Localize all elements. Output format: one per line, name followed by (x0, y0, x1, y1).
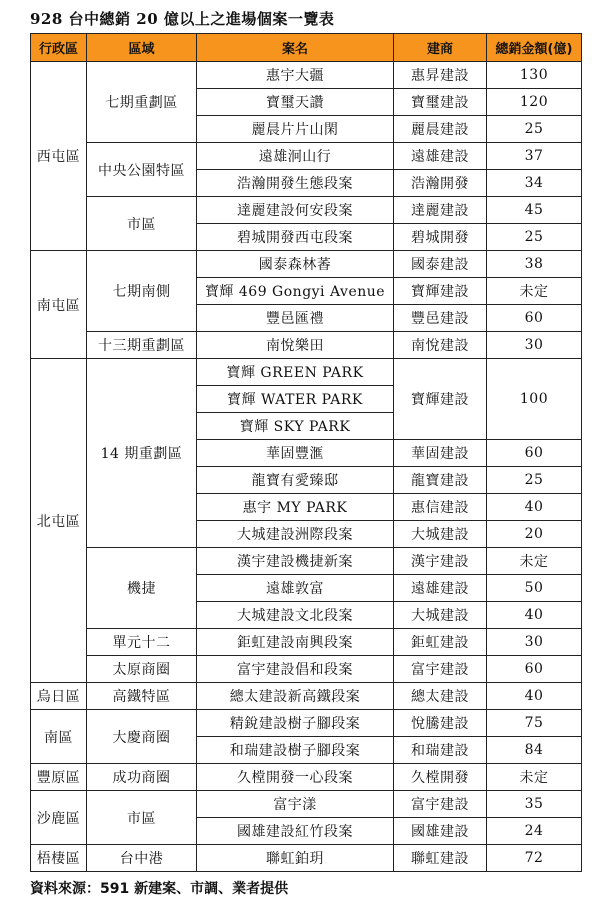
area-cell: 成功商圈 (87, 764, 197, 791)
page-title: 928 台中總銷 20 億以上之進場個案一覽表 (30, 10, 335, 28)
header-area: 區域 (87, 34, 197, 62)
district-cell: 北屯區 (31, 359, 87, 683)
builder-cell: 達麗建設 (394, 197, 487, 224)
project-name-cell: 久樘開發一心段案 (197, 764, 394, 791)
project-name-cell: 國雄建設紅竹段案 (197, 818, 394, 845)
builder-cell: 豐邑建設 (394, 305, 487, 332)
table-body (31, 62, 582, 872)
builder-cell: 惠信建設 (394, 494, 487, 521)
total-sales-cell: 未定 (487, 764, 582, 791)
builder-cell: 浩瀚開發 (394, 170, 487, 197)
total-sales-cell: 60 (487, 440, 582, 467)
total-sales-cell: 120 (487, 89, 582, 116)
builder-cell: 遠雄建設 (394, 143, 487, 170)
total-sales-cell: 40 (487, 683, 582, 710)
project-name-cell: 寶輝 WATER PARK (197, 386, 394, 413)
project-name-cell: 國泰森林萫 (197, 251, 394, 278)
header-district: 行政區 (31, 34, 87, 62)
total-sales-cell: 35 (487, 791, 582, 818)
project-name-cell: 大城建設文北段案 (197, 602, 394, 629)
area-cell: 台中港 (87, 845, 197, 872)
builder-cell: 惠昇建設 (394, 62, 487, 89)
project-name-cell: 豐邑匯禮 (197, 305, 394, 332)
builder-cell: 遠雄建設 (394, 575, 487, 602)
project-name-cell: 南悅樂田 (197, 332, 394, 359)
builder-cell: 龍寶建設 (394, 467, 487, 494)
builder-cell: 大城建設 (394, 521, 487, 548)
total-sales-cell: 30 (487, 629, 582, 656)
table-row (31, 359, 582, 386)
district-cell: 烏日區 (31, 683, 87, 710)
builder-cell: 大城建設 (394, 602, 487, 629)
table-row (31, 548, 582, 575)
builder-cell: 悅騰建設 (394, 710, 487, 737)
total-sales-cell: 40 (487, 602, 582, 629)
area-cell: 高鐵特區 (87, 683, 197, 710)
builder-cell: 富宇建設 (394, 656, 487, 683)
header-project-name: 案名 (197, 34, 394, 62)
district-cell: 西屯區 (31, 62, 87, 251)
project-name-cell: 達麗建設何安段案 (197, 197, 394, 224)
district-cell: 南區 (31, 710, 87, 764)
project-name-cell: 鉅虹建設南興段案 (197, 629, 394, 656)
total-sales-cell: 60 (487, 656, 582, 683)
total-sales-cell: 25 (487, 116, 582, 143)
builder-cell: 國泰建設 (394, 251, 487, 278)
table-row (31, 62, 582, 89)
total-sales-cell: 20 (487, 521, 582, 548)
project-name-cell: 麗晨片片山閑 (197, 116, 394, 143)
total-sales-cell: 37 (487, 143, 582, 170)
total-sales-cell: 84 (487, 737, 582, 764)
project-name-cell: 龍寶有愛臻邸 (197, 467, 394, 494)
builder-cell: 華固建設 (394, 440, 487, 467)
area-cell: 市區 (87, 791, 197, 845)
table-header-row (31, 34, 582, 62)
area-cell: 14 期重劃區 (87, 359, 197, 548)
table-row (31, 143, 582, 170)
builder-cell: 鉅虹建設 (394, 629, 487, 656)
project-name-cell: 精銳建設樹子腳段案 (197, 710, 394, 737)
district-cell: 沙鹿區 (31, 791, 87, 845)
table-row (31, 197, 582, 224)
area-cell: 中央公園特區 (87, 143, 197, 197)
builder-cell: 久樘開發 (394, 764, 487, 791)
table-row (31, 791, 582, 818)
total-sales-cell: 60 (487, 305, 582, 332)
project-name-cell: 大城建設洲際段案 (197, 521, 394, 548)
project-name-cell: 寶輝 SKY PARK (197, 413, 394, 440)
builder-cell: 國雄建設 (394, 818, 487, 845)
total-sales-cell: 50 (487, 575, 582, 602)
builder-cell: 寶輝建設 (394, 278, 487, 305)
total-sales-cell: 未定 (487, 548, 582, 575)
table-row (31, 656, 582, 683)
header-total-sales: 總銷金額(億) (487, 34, 582, 62)
total-sales-cell: 25 (487, 467, 582, 494)
district-cell: 梧棲區 (31, 845, 87, 872)
project-name-cell: 遠雄敦富 (197, 575, 394, 602)
builder-cell: 和瑞建設 (394, 737, 487, 764)
area-cell: 太原商圈 (87, 656, 197, 683)
project-name-cell: 富宇漾 (197, 791, 394, 818)
project-name-cell: 寶璽天讚 (197, 89, 394, 116)
project-name-cell: 寶輝 GREEN PARK (197, 359, 394, 386)
listing-table (30, 33, 582, 872)
district-cell: 豐原區 (31, 764, 87, 791)
area-cell: 市區 (87, 197, 197, 251)
project-name-cell: 富宇建設倡和段案 (197, 656, 394, 683)
header-builder: 建商 (394, 34, 487, 62)
total-sales-cell: 72 (487, 845, 582, 872)
builder-cell: 寶璽建設 (394, 89, 487, 116)
project-name-cell: 碧城開發西屯段案 (197, 224, 394, 251)
total-sales-cell: 45 (487, 197, 582, 224)
area-cell: 七期南側 (87, 251, 197, 332)
builder-cell: 總太建設 (394, 683, 487, 710)
table-row (31, 332, 582, 359)
total-sales-cell: 38 (487, 251, 582, 278)
total-sales-cell: 30 (487, 332, 582, 359)
table-row (31, 629, 582, 656)
district-cell: 南屯區 (31, 251, 87, 359)
builder-cell: 南悅建設 (394, 332, 487, 359)
project-name-cell: 寶輝 469 Gongyi Avenue (197, 278, 394, 305)
table-row (31, 845, 582, 872)
total-sales-cell: 34 (487, 170, 582, 197)
project-name-cell: 華固豐滙 (197, 440, 394, 467)
total-sales-cell: 130 (487, 62, 582, 89)
table-row (31, 251, 582, 278)
area-cell: 大慶商圈 (87, 710, 197, 764)
project-name-cell: 漢宇建設機捷新案 (197, 548, 394, 575)
table-row (31, 683, 582, 710)
source-footnote: 資料來源：591 新建案、市調、業者提供 (30, 881, 289, 897)
builder-cell: 富宇建設 (394, 791, 487, 818)
builder-cell: 麗晨建設 (394, 116, 487, 143)
project-name-cell: 浩瀚開發生態段案 (197, 170, 394, 197)
project-name-cell: 遠雄泂山行 (197, 143, 394, 170)
project-name-cell: 和瑞建設樹子腳段案 (197, 737, 394, 764)
area-cell: 十三期重劃區 (87, 332, 197, 359)
project-name-cell: 惠宇大疆 (197, 62, 394, 89)
area-cell: 單元十二 (87, 629, 197, 656)
area-cell: 七期重劃區 (87, 62, 197, 143)
total-sales-cell: 40 (487, 494, 582, 521)
table-row (31, 764, 582, 791)
project-name-cell: 總太建設新高鐵段案 (197, 683, 394, 710)
total-sales-cell: 24 (487, 818, 582, 845)
total-sales-cell: 75 (487, 710, 582, 737)
total-sales-cell: 未定 (487, 278, 582, 305)
table-row (31, 710, 582, 737)
project-name-cell: 惠宇 MY PARK (197, 494, 394, 521)
project-name-cell: 聯虹鉑玥 (197, 845, 394, 872)
builder-cell: 聯虹建設 (394, 845, 487, 872)
total-sales-cell: 100 (487, 359, 582, 440)
builder-cell: 碧城開發 (394, 224, 487, 251)
total-sales-cell: 25 (487, 224, 582, 251)
builder-cell: 漢宇建設 (394, 548, 487, 575)
builder-cell: 寶輝建設 (394, 359, 487, 440)
area-cell: 機捷 (87, 548, 197, 629)
